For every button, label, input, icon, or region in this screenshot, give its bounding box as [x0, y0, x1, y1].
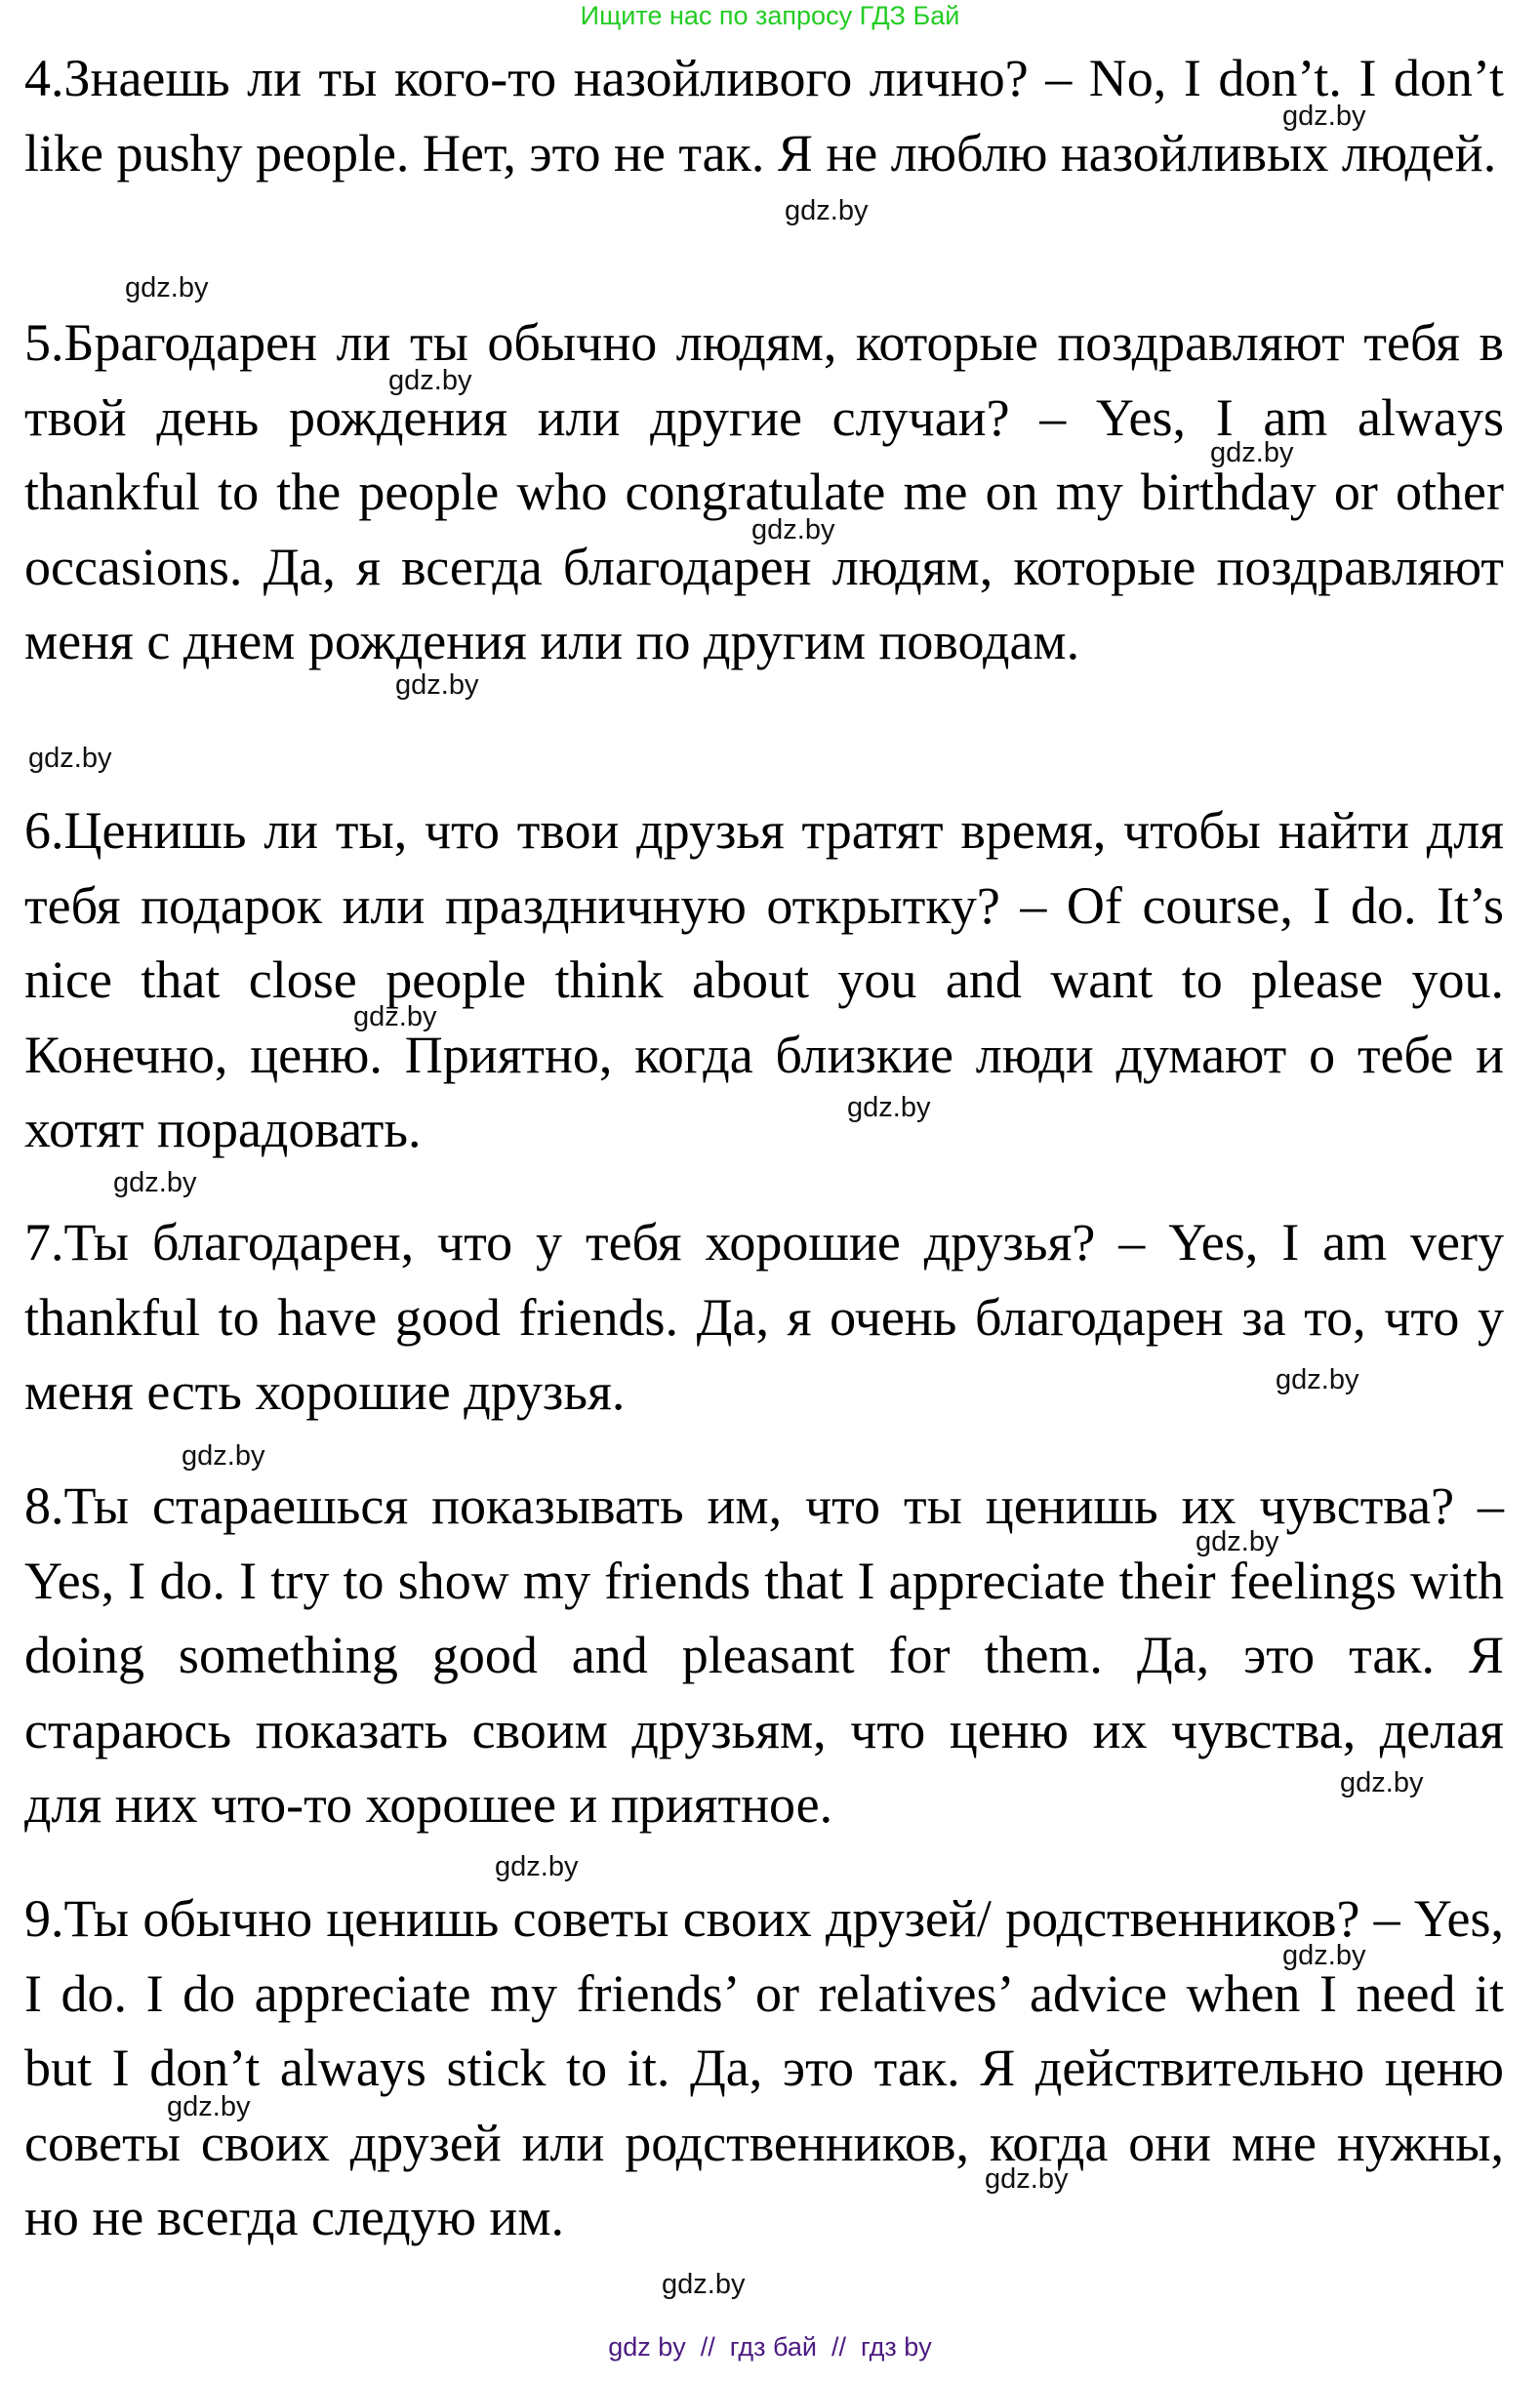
watermark: gdz.by [1282, 101, 1366, 132]
watermark: gdz.by [985, 2163, 1069, 2195]
answer-paragraph-5: 5.Брагодарен ли ты обычно людям, которые поздравляют тебя в твой день рождения или другие случаи? – Yes, I am always thankful to the people who congratulate me on my birthday or other occasions. Да, я всегда благодарен людям, которые поздравляют меня с днем рождения или по другим поводам. [24, 313, 1504, 670]
watermark: gdz.by [167, 2091, 251, 2122]
answer-paragraph-6: 6.Ценишь ли ты, что твои друзья тратят время, чтобы найти для тебя подарок или праздничную открытку? – Of course, I do. It’s nice that close people think about you and want to please you. Конечно, ценю. Приятно, когда близкие люди думают о тебе и хотят порадовать. [24, 801, 1504, 1158]
watermark: gdz.by [662, 2269, 746, 2300]
watermark: gdz.by [1276, 1364, 1359, 1395]
watermark: gdz.by [1196, 1526, 1279, 1557]
watermark: gdz.by [1340, 1767, 1424, 1798]
watermark: gdz.by [28, 743, 112, 774]
watermark: gdz.by [182, 1440, 265, 1472]
answer-paragraph-7: 7.Ты благодарен, что у тебя хорошие друзья? – Yes, I am very thankful to have good friends. Да, я очень благодарен за то, что у меня есть хорошие друзья. [24, 1213, 1504, 1421]
watermark: gdz.by [113, 1167, 197, 1198]
watermark: gdz.by [1282, 1940, 1366, 1971]
watermark: gdz.by [388, 365, 472, 396]
watermark: gdz.by [495, 1851, 579, 1882]
footer-banner: gdz by // гдз бай // гдз by [608, 2332, 932, 2362]
watermark: gdz.by [785, 195, 869, 226]
watermark: gdz.by [125, 272, 209, 303]
header-banner: Ищите нас по запросу ГДЗ Бай [580, 1, 960, 30]
watermark: gdz.by [751, 514, 835, 545]
watermark: gdz.by [1210, 437, 1294, 468]
watermark: gdz.by [353, 1001, 437, 1032]
watermark: gdz.by [847, 1092, 931, 1123]
answer-paragraph-8: 8.Ты стараешься показывать им, что ты ценишь их чувства? – Yes, I do. I try to show my friends that I appreciate their feelings with doing something good and pleasant for them. Да, это так. Я стараюсь показать своим друзьям, что ценю их чувства, делая для них что-то хорошее и приятное. [24, 1476, 1504, 1834]
answer-paragraph-4: 4.Знаешь ли ты кого-то назойливого лично? – No, I don’t. I don’t like pushy people. Нет, это не так. Я не люблю назойливых людей. [24, 49, 1504, 182]
answer-paragraph-9: 9.Ты обычно ценишь советы своих друзей/ родственников? – Yes, I do. I do appreciate my friends’ or relatives’ advice when I need it but I don’t always stick to it. Да, это так. Я действительно ценю советы своих друзей или родственников, когда они мне нужны, но не всегда следую им. [24, 1889, 1504, 2246]
watermark: gdz.by [395, 669, 479, 701]
